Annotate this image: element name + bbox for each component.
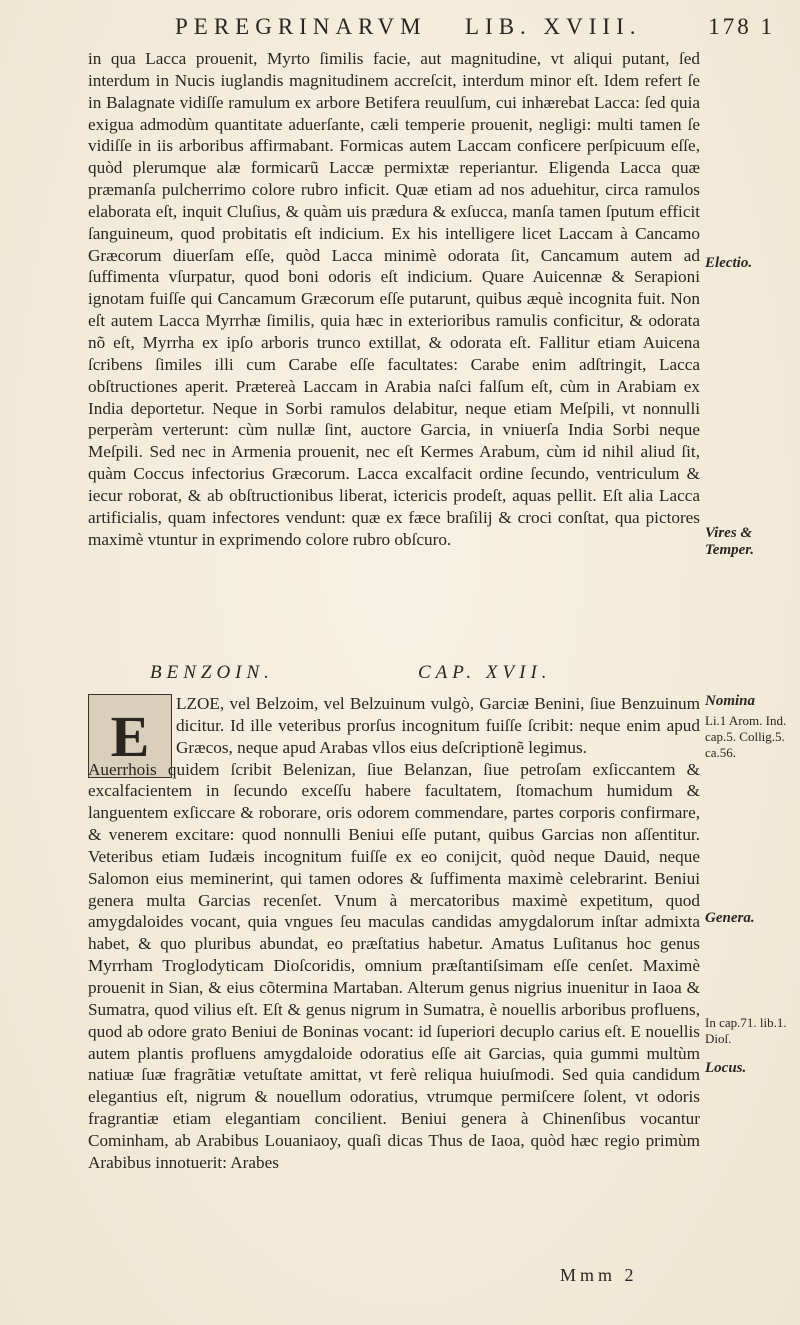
page-number: 178 1 <box>708 14 775 39</box>
running-head-book: LIB. XVIII. <box>465 14 642 39</box>
paragraph-text: in qua Lacca prouenit, Myrto ſimilis facie, aut magnitudine, vt aliqui putant, ſed interdum in Nucis iuglandis magnitudinem accreſcit, interdum minor eſt. Idem refert ſe in Balagnate vidiſſe ramulum ex arbore Betifera reuulſum, cui inhærebat Lacca: ſed quia exigua admodùm quantitate aduerſante, cæli temperie prouenit, negligi: multi tamen ſe vidiſſe in iis arboribus affirmabant. Formicas autem Laccam conficere perſpicuum eſſe, quòd plerumque alæ formicarũ Laccæ permixtæ reperiantur. Eligenda Lacca quæ præmanſa pulcherrimo colore rubro inficit. Quæ etiam ad nos aduehitur, circa ramulos elaborata eſt, inquit Cluſius, & quàm uis prædura & exſucca, manſa tamen ſputum efficit ſanguineum, quod probitatis eſt indicium. Ex his intelligere licet Laccam à Cancamo Græcorum diuerſam eſſe, quòd Lacca minimè odorata ſit, Cancamum autem ad ſuffimenta vſurpatur, quod boni odoris eſt indicium. Quare Auicennæ & Serapioni ignotam fuiſſe qui Cancamum Græcorum eſſe putarunt, quibus æquè incognita fuit. Non eſt autem Lacca Myrrhæ ſimilis, quia hæc in exterioribus ramulis conficitur, & odorata nõ eſt, Myrrha ex ipſo arboris trunco extillat, & odorata eſt. Fallitur etiam Auicena ſcribens ſimiles illi cum Carabe eſſe facultates: Carabe enim adſtringit, Lacca obſtructiones aperit. Prætereà Laccam in Arabia naſci falſum eſt, cùm in Arabiam ex India deportetur. Neque in Sorbi ramulos delabitur, neque etiam Meſpili, vt nonnulli perperàm verterunt: cùm nullæ ſint, auctore Garcia, in vniuerſa India Sorbi neque Meſpili. Sed nec in Armenia prouenit, nec eſt Kermes Arabum, cùm id nihil aliud ſit, quàm Coccus infectorius Græcorum. Lacca excalfacit ordine ſecundo, ventriculum & iecur roborat, & ab obſtructionibus liberat, ictericis prodeſt, aquas pellit. Eſt alia Lacca artificialis, quam infectores vendunt: quæ ex fæce braſilij & croci conſtat, qua pictores maximè vtuntur in exprimendo colore rubro obſcuro. <box>88 49 700 549</box>
chapter-title: BENZOIN. <box>150 662 274 683</box>
paragraph-text: Auerrhois quidem ſcribit Belenizan, ſiue Belanzan, ſiue petroſam exſiccantem & excalfacientem in ſecundo exceſſu habere facultatem, ſtomachum humidum & languentem exſiccare & roborare, oris odorem commendare, partes corporis confirmare, & venerem excitare: quod nonnulli Beniui eſſe putant, quibus Garcias non aſſentitur. Veteribus etiam Iudæis incognitum fuiſſe ex eo conijcit, quòd neque Dauid, neque Salomon eius meminerint, qui tamen odores & ſuffimenta maximè celebrarint. Beniui genera multa Garcias recenſet. Vnum à mercatoribus maximè expetitum, quod amygdaloides vocant, quia vngues ſeu maculas candidas amygdalorum inſtar admixta habet, & quo pluribus abundat, eo præſtatius habetur. Amatus Luſitanus hoc genus Myrrham Troglodyticam Dioſcoridis, omnium præſtantiſsimam eſſe cenſet. Maximè prouenit in Sian, & eius cõtermina Martaban. Alterum genus nigrius inuenitur in Iaoa & Sumatra, quod vilius eſt. Eſt & genus nigrum in Sumatra, è nouellis arboribus profluens, quod ab odore grato Beniui de Boninas vocant: id ſuperiori decuplo carius eſt. E nouellis autem plantis profluens amygdaloide odoratius eſſe ait Garcias, quia gummi multùm natiuæ ſuæ fragrãtiæ vetuſtate amittat, vt ferè reliqua huiuſmodi. Sed quia candidum elegantius eſt, nigrum & nouellum odoratius, vtrumque permiſcere ſolent, vt odoris fragrantiæ etiam elegantiam concilient. Beniui genera à Chinenſibus vocantur Cominham, ab Arabibus Louaniaoy, quaſi dicas Thus de Iaoa, quòd hæc regio primùm Arabibus innotuerit: Arabes <box>88 759 700 1172</box>
margin-note-vires: Vires & Temper. <box>705 525 755 558</box>
running-head-title: PEREGRINARVM <box>175 14 427 39</box>
paragraph-lacca <box>88 48 700 550</box>
margin-note-nomina: Nomina <box>705 693 756 709</box>
chapter-heading <box>150 662 710 688</box>
chapter-number: CAP. XVII. <box>418 662 552 683</box>
margin-note-reference: Li.1 Arom. Ind. cap.5. Collig.5. ca.56. <box>705 713 787 760</box>
margin-note-genera: Genera. <box>705 910 755 926</box>
paragraph-benzoin <box>88 693 700 1174</box>
running-head <box>175 14 775 44</box>
paragraph-lead: LZOE, vel Belzoim, vel Belzuinum vulgò, Garciæ Benini, ſiue Benzuinum dicitur. Id ille veteribus prorſus incognitum fuiſſe ſcribit: neque enim apud Græcos, neque apud Arabas vllos eius deſcriptionẽ legimus. <box>176 694 700 757</box>
margin-note-locus: Locus. <box>705 1060 747 1076</box>
margin-note-electio: Electio. <box>705 255 753 271</box>
margin-note-reference: In cap.71. lib.1. Dioſ. <box>705 1015 787 1046</box>
decorated-initial: E <box>88 694 172 778</box>
signature-mark: Mmm 2 <box>560 1265 638 1285</box>
